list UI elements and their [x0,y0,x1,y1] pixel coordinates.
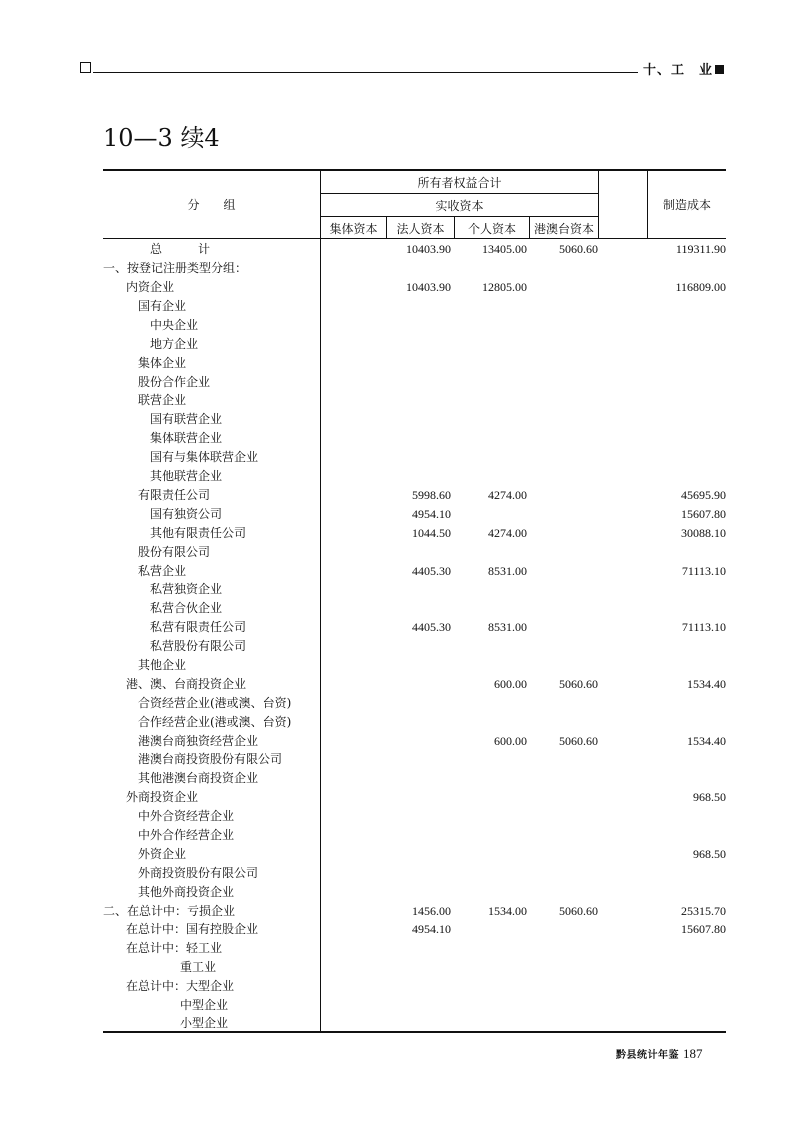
table-row [0,467,793,486]
row-label: 私营独资企业 [150,582,223,596]
row-label: 私营有限责任公司 [150,620,247,634]
hk-value: 5060.60 [559,677,598,691]
corporate-value: 4405.30 [412,564,451,578]
table-row [0,864,793,883]
row-label: 港澳台商独资经营企业 [138,734,259,748]
row-label: 合作经营企业(港或澳、台资) [138,715,292,729]
table-row [0,335,793,354]
table-row [0,278,793,297]
col-personal-header: 个人资本 [467,222,516,236]
personal-value: 12805.00 [482,280,527,294]
table-row [0,429,793,448]
row-label: 二、在总计中：亏损企业 [103,904,236,918]
table-row [0,543,793,562]
personal-value: 8531.00 [488,620,527,634]
table-row [0,694,793,713]
table-row [0,486,793,505]
personal-value: 4274.00 [488,488,527,502]
row-label: 地方企业 [150,337,199,351]
table-row [0,410,793,429]
corporate-value: 10403.90 [406,280,451,294]
table-row [0,788,793,807]
mfg-cost-value: 71113.10 [681,620,726,634]
table-row [0,750,793,769]
row-label: 中型企业 [180,998,229,1012]
header-rule [93,72,638,73]
col-paid-in-header: 实收资本 [435,199,484,213]
table-row [0,769,793,788]
table-row [0,524,793,543]
row-label: 集体联营企业 [150,431,223,445]
table-row [0,902,793,921]
row-label: 其他企业 [138,658,187,672]
row-label: 有限责任公司 [138,488,211,502]
header-square-icon [80,62,91,73]
table-row [0,807,793,826]
table-row [0,562,793,581]
table-row [0,675,793,694]
hk-value: 5060.60 [559,734,598,748]
table-row [0,996,793,1015]
row-label: 其他外商投资企业 [138,885,235,899]
col-collective-header: 集体资本 [329,222,378,236]
mfg-cost-value: 116809.00 [675,280,726,294]
table-row [0,618,793,637]
mfg-cost-value: 968.50 [693,790,726,804]
personal-value: 600.00 [494,677,527,691]
row-label: 其他港澳台商投资企业 [138,771,259,785]
table-row [0,958,793,977]
corporate-value: 4405.30 [412,620,451,634]
black-square-icon [715,65,724,74]
table-row [0,920,793,939]
personal-value: 1534.00 [488,904,527,918]
row-label: 内资企业 [126,280,175,294]
table-row [0,373,793,392]
row-label: 一、按登记注册类型分组： [103,261,248,275]
corporate-value: 5998.60 [412,488,451,502]
row-label: 外商投资股份有限公司 [138,866,259,880]
table-row [0,732,793,751]
header-rule-2 [321,216,598,217]
row-label: 在总计中：轻工业 [126,941,223,955]
page-footer [616,1043,703,1062]
mfg-cost-value: 15607.80 [681,507,726,521]
row-label: 其他联营企业 [150,469,223,483]
table-title: 10—3 续4 [103,124,220,152]
row-label: 私营合伙企业 [150,601,223,615]
table-row [0,599,793,618]
row-label: 联营企业 [138,393,187,407]
col-corporate-header: 法人资本 [396,222,445,236]
table-row [0,259,793,278]
table-row [0,845,793,864]
table-row [0,656,793,675]
row-label: 国有企业 [138,299,187,313]
row-label: 外资企业 [138,847,187,861]
row-label: 港、澳、台商投资企业 [126,677,247,691]
mfg-cost-value: 1534.40 [687,734,726,748]
table-row [0,240,793,259]
row-label: 国有联营企业 [150,412,223,426]
row-label: 小型企业 [180,1016,229,1030]
table-row [0,354,793,373]
row-label: 集体企业 [138,356,187,370]
row-label: 中央企业 [150,318,199,332]
table-row [0,505,793,524]
row-label: 中外合资经营企业 [138,809,235,823]
col-equity-total-header: 所有者权益合计 [417,176,502,190]
mfg-cost-value: 45695.90 [681,488,726,502]
mfg-cost-value: 30088.10 [681,526,726,540]
table-row [0,1014,793,1033]
col-hk-header: 港澳台资本 [533,222,594,236]
row-label: 中外合作经营企业 [138,828,235,842]
table-row [0,883,793,902]
header-bottom-rule [103,238,726,239]
table-row [0,637,793,656]
mfg-cost-value: 119311.90 [675,242,726,256]
section-title: 十、工 业 [643,63,714,78]
row-label: 在总计中：国有控股企业 [126,922,259,936]
col-mfg-cost-header: 制造成本 [662,198,711,212]
corporate-value: 4954.10 [412,507,451,521]
row-label: 在总计中：大型企业 [126,979,235,993]
yearbook-name: 黔县统计年鉴 [616,1050,679,1061]
table-row [0,297,793,316]
table-row [0,316,793,335]
corporate-value: 10403.90 [406,242,451,256]
personal-value: 8531.00 [488,564,527,578]
row-label: 私营股份有限公司 [150,639,247,653]
page-number: 187 [683,1046,703,1061]
corporate-value: 1044.50 [412,526,451,540]
hk-value: 5060.60 [559,904,598,918]
header-divider-4 [598,169,599,238]
row-label: 国有与集体联营企业 [150,450,259,464]
col-group-header: 分 组 [187,198,236,212]
mfg-cost-value: 15607.80 [681,922,726,936]
personal-value: 600.00 [494,734,527,748]
hk-value: 5060.60 [559,242,598,256]
mfg-cost-value: 968.50 [693,847,726,861]
row-label: 外商投资企业 [126,790,199,804]
table-row [0,939,793,958]
personal-value: 13405.00 [482,242,527,256]
row-label: 国有独资公司 [150,507,223,521]
mfg-cost-value: 25315.70 [681,904,726,918]
section-header [643,59,724,78]
table-row [0,580,793,599]
header-rule-1 [321,193,598,194]
table-row [0,977,793,996]
row-label: 股份合作企业 [138,375,211,389]
row-label: 重工业 [180,960,217,974]
table-row [0,448,793,467]
row-label: 总 计 [150,242,211,256]
table-row [0,826,793,845]
table-row [0,713,793,732]
personal-value: 4274.00 [488,526,527,540]
row-label: 私营企业 [138,564,187,578]
table-row [0,391,793,410]
corporate-value: 4954.10 [412,922,451,936]
row-label: 股份有限公司 [138,545,211,559]
table-top-rule [103,169,726,171]
mfg-cost-value: 1534.40 [687,677,726,691]
row-label: 港澳台商投资股份有限公司 [138,752,283,766]
mfg-cost-value: 71113.10 [681,564,726,578]
row-label: 其他有限责任公司 [150,526,247,540]
row-label: 合资经营企业(港或澳、台资) [138,696,292,710]
corporate-value: 1456.00 [412,904,451,918]
